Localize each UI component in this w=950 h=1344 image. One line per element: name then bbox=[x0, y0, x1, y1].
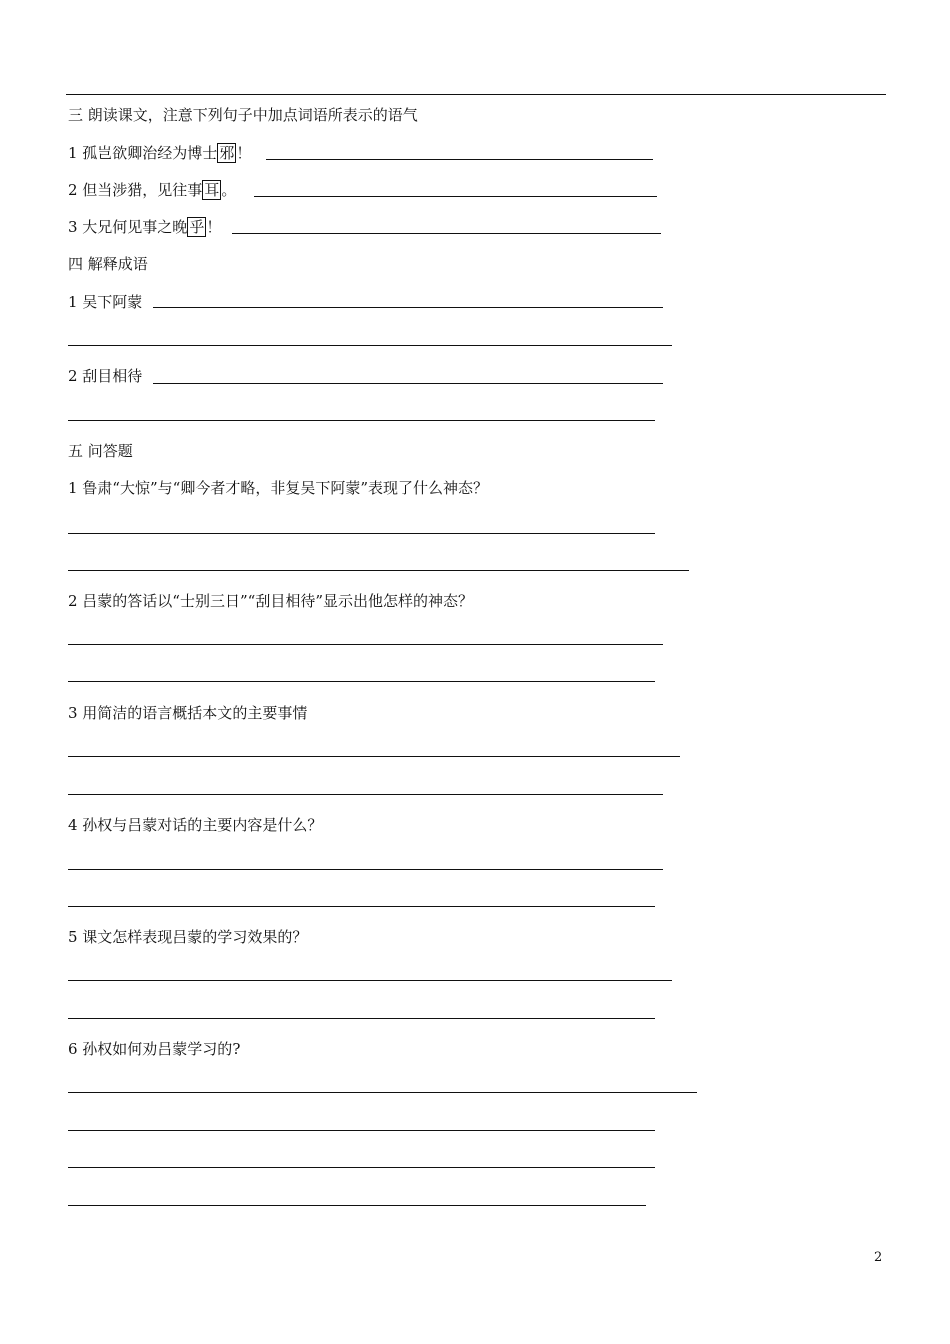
answer-line[interactable] bbox=[68, 570, 689, 571]
section-3-heading: 三 朗读课文，注意下列句子中加点词语所表示的语气 bbox=[68, 106, 418, 124]
answer-line[interactable] bbox=[68, 1205, 646, 1206]
dotted-word: 邪 bbox=[219, 144, 235, 162]
answer-line[interactable] bbox=[68, 980, 672, 981]
answer-line[interactable] bbox=[68, 1092, 697, 1093]
answer-line[interactable] bbox=[68, 420, 655, 421]
header-rule bbox=[66, 94, 886, 95]
answer-line[interactable] bbox=[68, 1167, 655, 1168]
question-4: 4 孙权与吕蒙对话的主要内容是什么？ bbox=[68, 816, 323, 834]
page-number: 2 bbox=[874, 1250, 883, 1265]
answer-line[interactable] bbox=[68, 906, 655, 907]
answer-line[interactable] bbox=[68, 345, 672, 346]
question-6: 6 孙权如何劝吕蒙学习的? bbox=[68, 1040, 241, 1058]
s3-item-2: 2 但当涉猎，见往事 耳 。 bbox=[68, 181, 237, 199]
s3-item-3: 3 大兄何见事之晚 乎 ！ bbox=[68, 218, 222, 236]
question-3: 3 用简洁的语言概括本文的主要事情 bbox=[68, 704, 308, 722]
answer-line[interactable] bbox=[153, 307, 663, 308]
dotted-word: 耳 bbox=[204, 181, 220, 199]
answer-line[interactable] bbox=[68, 794, 663, 795]
s3-item-1: 1 孤岂欲卿治经为博士 邪 ！ bbox=[68, 144, 252, 162]
answer-line[interactable] bbox=[68, 533, 655, 534]
question-2: 2 吕蒙的答话以“士别三日”“刮目相待”显示出他怎样的神态？ bbox=[68, 592, 473, 610]
answer-line[interactable] bbox=[254, 196, 657, 197]
answer-line[interactable] bbox=[232, 233, 661, 234]
answer-line[interactable] bbox=[68, 1018, 655, 1019]
answer-line[interactable] bbox=[68, 681, 655, 682]
question-1: 1 鲁肃“大惊”与“卿今者才略，非复吴下阿蒙”表现了什么神态？ bbox=[68, 479, 488, 497]
s4-item-1: 1 吴下阿蒙 bbox=[68, 293, 143, 311]
answer-line[interactable] bbox=[68, 1130, 655, 1131]
section-4-heading: 四 解释成语 bbox=[68, 255, 148, 273]
dotted-word: 乎 bbox=[189, 218, 205, 236]
answer-line[interactable] bbox=[153, 383, 663, 384]
question-5: 5 课文怎样表现吕蒙的学习效果的？ bbox=[68, 928, 308, 946]
s4-item-2: 2 刮目相待 bbox=[68, 367, 143, 385]
section-5-heading: 五 问答题 bbox=[68, 442, 133, 460]
answer-line[interactable] bbox=[68, 644, 663, 645]
answer-line[interactable] bbox=[266, 159, 653, 160]
answer-line[interactable] bbox=[68, 869, 663, 870]
answer-line[interactable] bbox=[68, 756, 680, 757]
